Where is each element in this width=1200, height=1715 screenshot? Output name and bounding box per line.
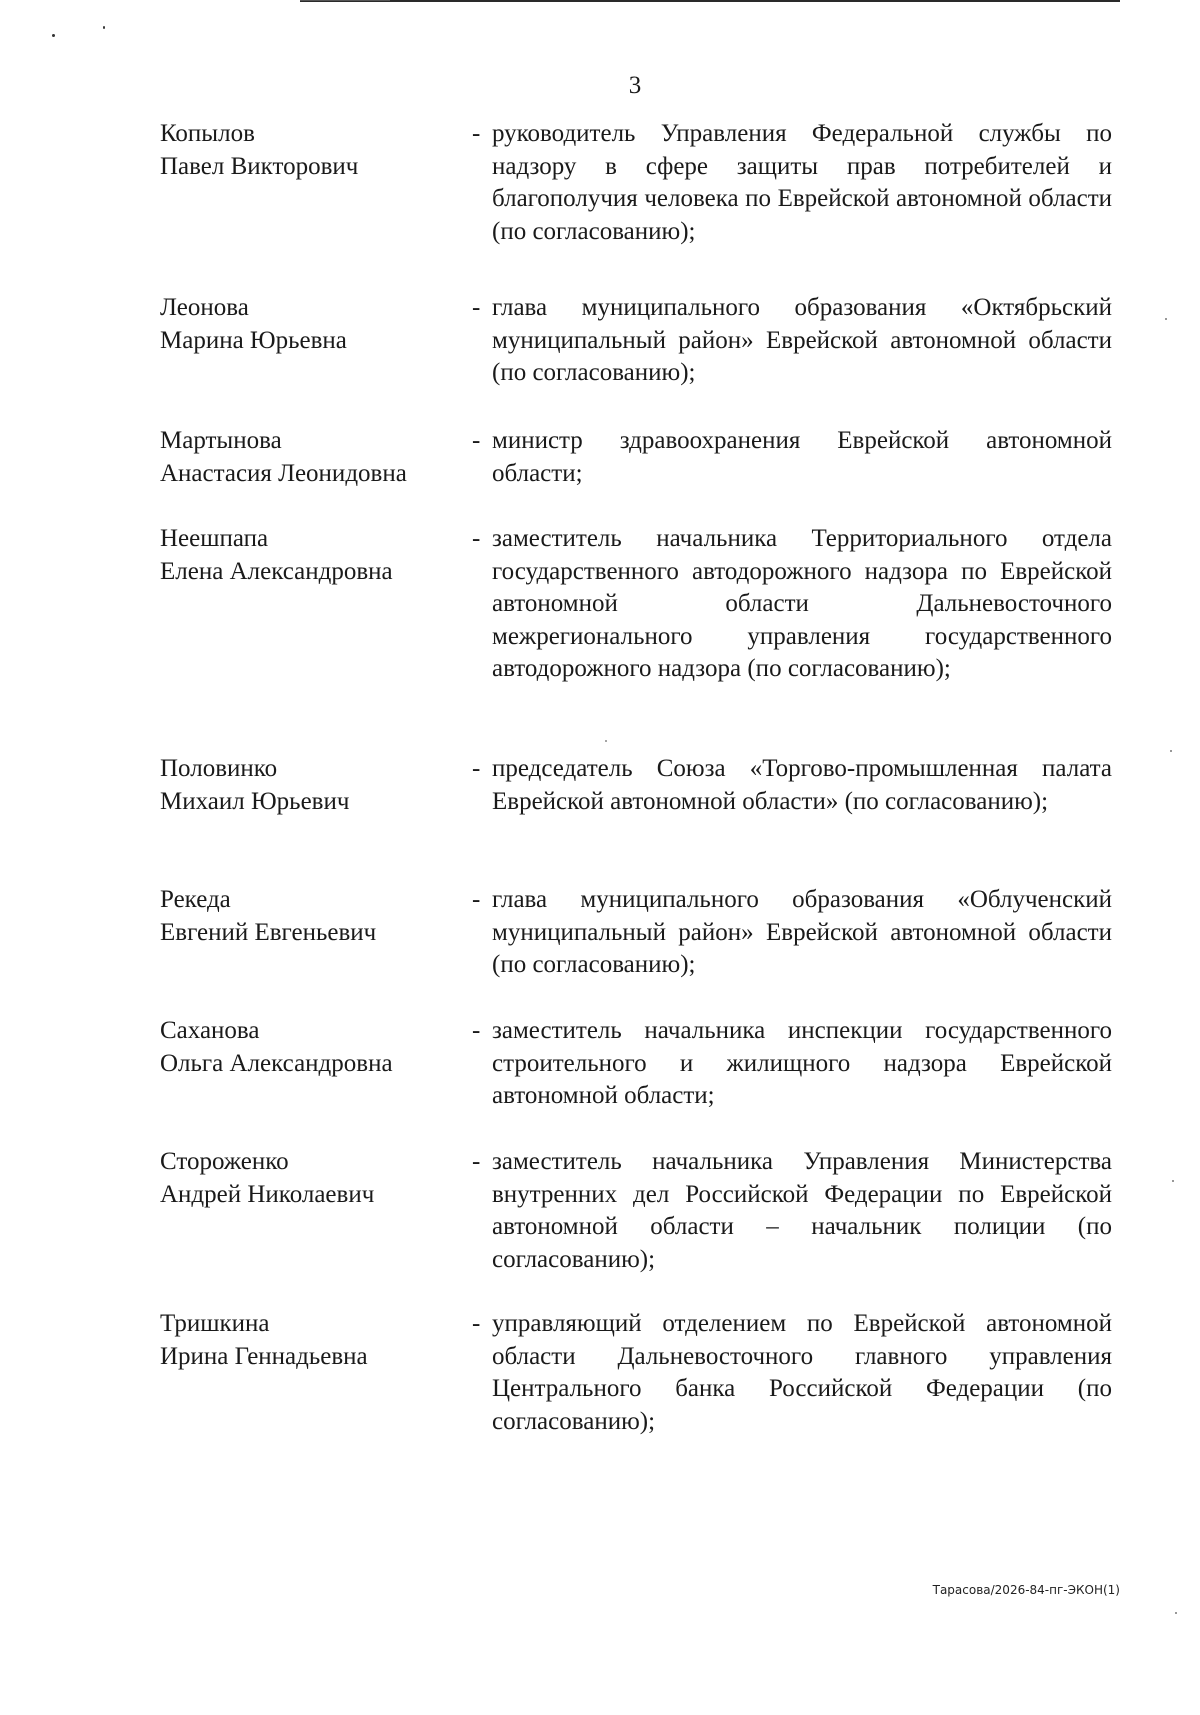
document-reference-code: Тарасова/2026-84-пг-ЭКОН(1)	[932, 1583, 1120, 1597]
member-position: глава муниципального образования «Облученский муниципальный район» Еврейской автономной области (по согласованию);	[492, 886, 1112, 978]
member-position: руководитель Управления Федеральной службы по надзору в сфере защиты прав потребителей и благополучия человека по Еврейской автономной области (по согласованию);	[492, 120, 1112, 245]
entry-dash: -	[472, 1017, 481, 1044]
member-surname: Саханова	[160, 1017, 260, 1044]
member-position: министр здравоохранения Еврейской автономной области;	[492, 427, 1112, 487]
member-given-names: Андрей Николаевич	[160, 1180, 375, 1208]
member-name	[160, 1308, 460, 1373]
member-name	[160, 292, 460, 357]
scan-speck	[52, 34, 55, 37]
member-name	[160, 1015, 460, 1080]
member-surname: Стороженко	[160, 1148, 289, 1175]
scan-speck	[1175, 1612, 1177, 1614]
member-name	[160, 523, 460, 588]
member-given-names: Евгений Евгеньевич	[160, 918, 377, 946]
member-given-names: Ольга Александровна	[160, 1049, 393, 1077]
member-surname: Копылов	[160, 120, 255, 147]
member-given-names: Марина Юрьевна	[160, 326, 347, 354]
member-surname: Мартынова	[160, 427, 282, 454]
member-position: председатель Союза «Торгово-промышленная палата Еврейской автономной области» (по согласованию);	[492, 755, 1112, 815]
member-name	[160, 425, 460, 490]
scan-speck	[605, 740, 607, 742]
member-surname: Половинко	[160, 755, 278, 782]
scan-speck	[1170, 750, 1172, 752]
entry-dash: -	[472, 525, 481, 552]
member-given-names: Михаил Юрьевич	[160, 787, 350, 815]
member-position: заместитель начальника Управления Министерства внутренних дел Российской Федерации по Еврейской автономной области – начальник полиции (по согласованию);	[492, 1148, 1112, 1273]
member-position: заместитель начальника инспекции государственного строительного и жилищного надзора Еврейской автономной области;	[492, 1017, 1112, 1109]
scan-speck	[1165, 318, 1167, 320]
page-number: 3	[628, 72, 642, 99]
member-position: заместитель начальника Территориального отдела государственного автодорожного надзора по Еврейской автономной области Дальневосточного межрегионального управления государственного автодорожного надзора (по согласованию);	[492, 525, 1112, 682]
scan-speck	[103, 26, 105, 29]
member-surname: Тришкина	[160, 1310, 270, 1337]
entry-dash: -	[472, 1148, 481, 1175]
member-given-names: Павел Викторович	[160, 152, 359, 180]
member-surname: Леонова	[160, 294, 249, 321]
member-given-names: Елена Александровна	[160, 557, 393, 585]
entry-dash: -	[472, 294, 481, 321]
scan-edge-line	[300, 0, 1120, 2]
member-given-names: Ирина Геннадьевна	[160, 1342, 368, 1370]
member-name	[160, 118, 460, 183]
scan-edge-line-thin	[300, 0, 390, 1]
member-name	[160, 753, 460, 818]
entry-dash: -	[472, 120, 481, 147]
member-name	[160, 1146, 460, 1211]
member-name	[160, 884, 460, 949]
scan-speck	[1172, 1180, 1174, 1182]
entry-dash: -	[472, 427, 481, 454]
member-surname: Неешпапа	[160, 525, 269, 552]
entry-dash: -	[472, 755, 481, 782]
member-position: глава муниципального образования «Октябрьский муниципальный район» Еврейской автономной области (по согласованию);	[492, 294, 1112, 386]
member-position: управляющий отделением по Еврейской автономной области Дальневосточного главного управления Центрального банка Российской Федерации (по согласованию);	[492, 1310, 1112, 1435]
member-given-names: Анастасия Леонидовна	[160, 459, 407, 487]
entry-dash: -	[472, 886, 481, 913]
entry-dash: -	[472, 1310, 481, 1337]
member-surname: Рекеда	[160, 886, 231, 913]
